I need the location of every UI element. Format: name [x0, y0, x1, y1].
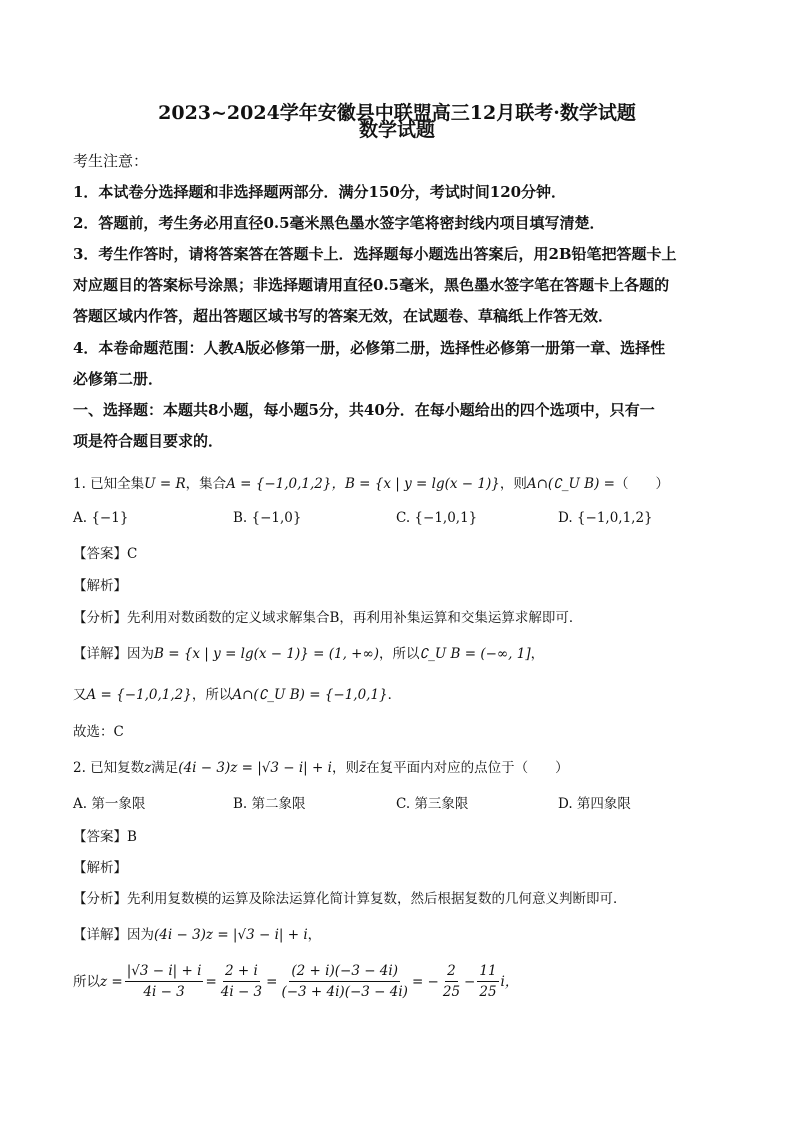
q2-fenxi: 【分析】先利用复数模的运算及除法运算化简计算复数，然后根据复数的几何意义判断即可． [73, 891, 627, 907]
q2-option-c[interactable]: C. 第三象限 [396, 796, 469, 812]
q2-fraction-3-numerator: (2 + i)(−3 − 4i) [289, 962, 400, 982]
exam-subtitle: 数学试题 [358, 119, 435, 141]
q2-solution [73, 962, 518, 1001]
q1-universe: U = R [144, 476, 186, 492]
q2-option-a[interactable]: A. 第一象限 [73, 796, 146, 812]
q1-stem-text-c: ，则 [499, 476, 527, 492]
note-line-1: 1．本试卷分选择题和非选择题两部分．满分150分，考试时间120分钟． [73, 183, 567, 201]
q1-detail-set-b: B = {x | y = lg(x − 1)} = (1, +∞) [154, 646, 380, 662]
q2-stem-text-d: 在复平面内对应的点位于（ ） [366, 760, 569, 776]
note-line-2: 2．答题前，考生务必用直径0.5毫米黑色墨水签字笔将密封线内项目填写清楚． [73, 214, 605, 232]
q2-stem-text-b: 满足 [151, 760, 179, 776]
q2-equation: (4i − 3)z = |√3 − i| + i [178, 760, 332, 776]
exam-title: 2023~2024学年安徽县中联盟高三12月联考·数学试题 [158, 102, 636, 124]
q2-minus: − [464, 973, 476, 990]
q2-so-text: 所以 [73, 973, 100, 990]
q1-stem-text-b: ，集合 [185, 476, 227, 492]
q1-stem [73, 474, 669, 494]
q2-analysis-label: 【解析】 [73, 860, 127, 876]
q1-detail-again [73, 685, 401, 705]
q2-fraction-2 [219, 962, 264, 1001]
q1-answer: 【答案】C [73, 546, 138, 562]
q2-fraction-1-denominator: 4i − 3 [143, 984, 185, 1000]
q2-fraction-4-numerator: 2 [445, 962, 458, 982]
q1-detail-text-c: ， [530, 646, 545, 662]
q1-choose: 故选：C [73, 724, 124, 740]
q2-fraction-5-numerator: 11 [477, 962, 498, 982]
q1-option-c[interactable]: C. {−1,0,1} [396, 510, 478, 526]
q2-stem-text-c: ，则 [331, 760, 359, 776]
q2-fraction-2-numerator: 2 + i [223, 962, 260, 982]
q1-again-result: A∩(∁_U B) = {−1,0,1} [232, 687, 388, 703]
q2-detail-text-b: ， [307, 927, 322, 943]
q2-answer: 【答案】B [73, 829, 137, 845]
q1-option-a[interactable]: A. {−1} [73, 510, 129, 526]
q2-option-d[interactable]: D. 第四象限 [558, 796, 631, 812]
q2-zbar: z̄ [358, 760, 367, 776]
q2-fraction-5-denominator: 25 [479, 984, 497, 1000]
q1-analysis-label: 【解析】 [73, 578, 127, 594]
section-heading-line-2: 项是符合题目要求的． [73, 432, 224, 450]
q2-equals-1: = [205, 973, 217, 990]
q1-again-text-c: ． [387, 687, 402, 703]
q1-again-text-b: ，所以 [191, 687, 233, 703]
q1-stem-text-a: 1. 已知全集 [73, 476, 145, 492]
q2-fraction-1 [125, 962, 204, 1001]
q2-fraction-2-denominator: 4i − 3 [220, 984, 263, 1000]
q2-fraction-5 [477, 962, 498, 1001]
q1-detail-complement: ∁_U B = (−∞, 1] [419, 646, 531, 662]
q2-fraction-3-denominator: (−3 + 4i)(−3 − 4i) [281, 984, 408, 1000]
note-line-3a: 3．考生作答时，请将答案答在答题卡上．选择题每小题选出答案后，用2B铅笔把答题卡上 [73, 245, 677, 263]
q2-fraction-4-denominator: 25 [442, 984, 461, 1000]
section-heading-line-1: 一、选择题：本题共8小题，每小题5分，共40分．在每小题给出的四个选项中，只有一 [73, 401, 655, 419]
q2-so-z: z = [100, 973, 123, 990]
q2-fraction-3 [279, 962, 409, 1001]
q1-detail [73, 644, 544, 664]
q2-option-b[interactable]: B. 第二象限 [233, 796, 306, 812]
q2-detail-text-a: 【详解】因为 [73, 927, 154, 943]
q2-detail-equation: (4i − 3)z = |√3 − i| + i [154, 927, 308, 943]
q1-again-text-a: 又 [73, 687, 87, 703]
q2-equals-neg: = − [411, 973, 439, 990]
q2-detail [73, 925, 321, 945]
q2-fraction-4 [441, 962, 462, 1001]
note-line-3b: 对应题目的答案标号涂黑；非选择题请用直径0.5毫米，黑色墨水签字笔在答题卡上各题的 [73, 276, 670, 294]
q1-detail-text-a: 【详解】因为 [73, 646, 154, 662]
q2-tail: i， [500, 973, 519, 990]
note-line-3c: 答题区域内作答，超出答题区域书写的答案无效，在试题卷、草稿纸上作答无效． [73, 307, 614, 325]
q1-detail-text-b: ，所以 [379, 646, 420, 662]
q1-paren: （ ） [614, 476, 669, 492]
q1-again-set-a: A = {−1,0,1,2} [86, 687, 192, 703]
q2-z: z [144, 760, 152, 776]
q2-fraction-1-numerator: |√3 − i| + i [125, 962, 204, 982]
note-line-4b: 必修第二册． [73, 370, 164, 388]
q2-stem [73, 758, 569, 778]
q1-expression: A∩(∁_U B) = [526, 476, 615, 492]
notes-heading: 考生注意： [73, 152, 149, 170]
q2-stem-text-a: 2. 已知复数 [73, 760, 145, 776]
q1-option-b[interactable]: B. {−1,0} [233, 510, 302, 526]
q1-sets: A = {−1,0,1,2}，B = {x | y = lg(x − 1)} [226, 476, 500, 492]
q2-equals-2: = [266, 973, 278, 990]
q1-option-d[interactable]: D. {−1,0,1,2} [558, 510, 653, 526]
note-line-4a: 4．本卷命题范围：人教A版必修第一册，必修第二册，选择性必修第一册第一章、选择性 [73, 339, 666, 357]
q1-fenxi: 【分析】先利用对数函数的定义域求解集合B，再利用补集运算和交集运算求解即可． [73, 610, 583, 626]
